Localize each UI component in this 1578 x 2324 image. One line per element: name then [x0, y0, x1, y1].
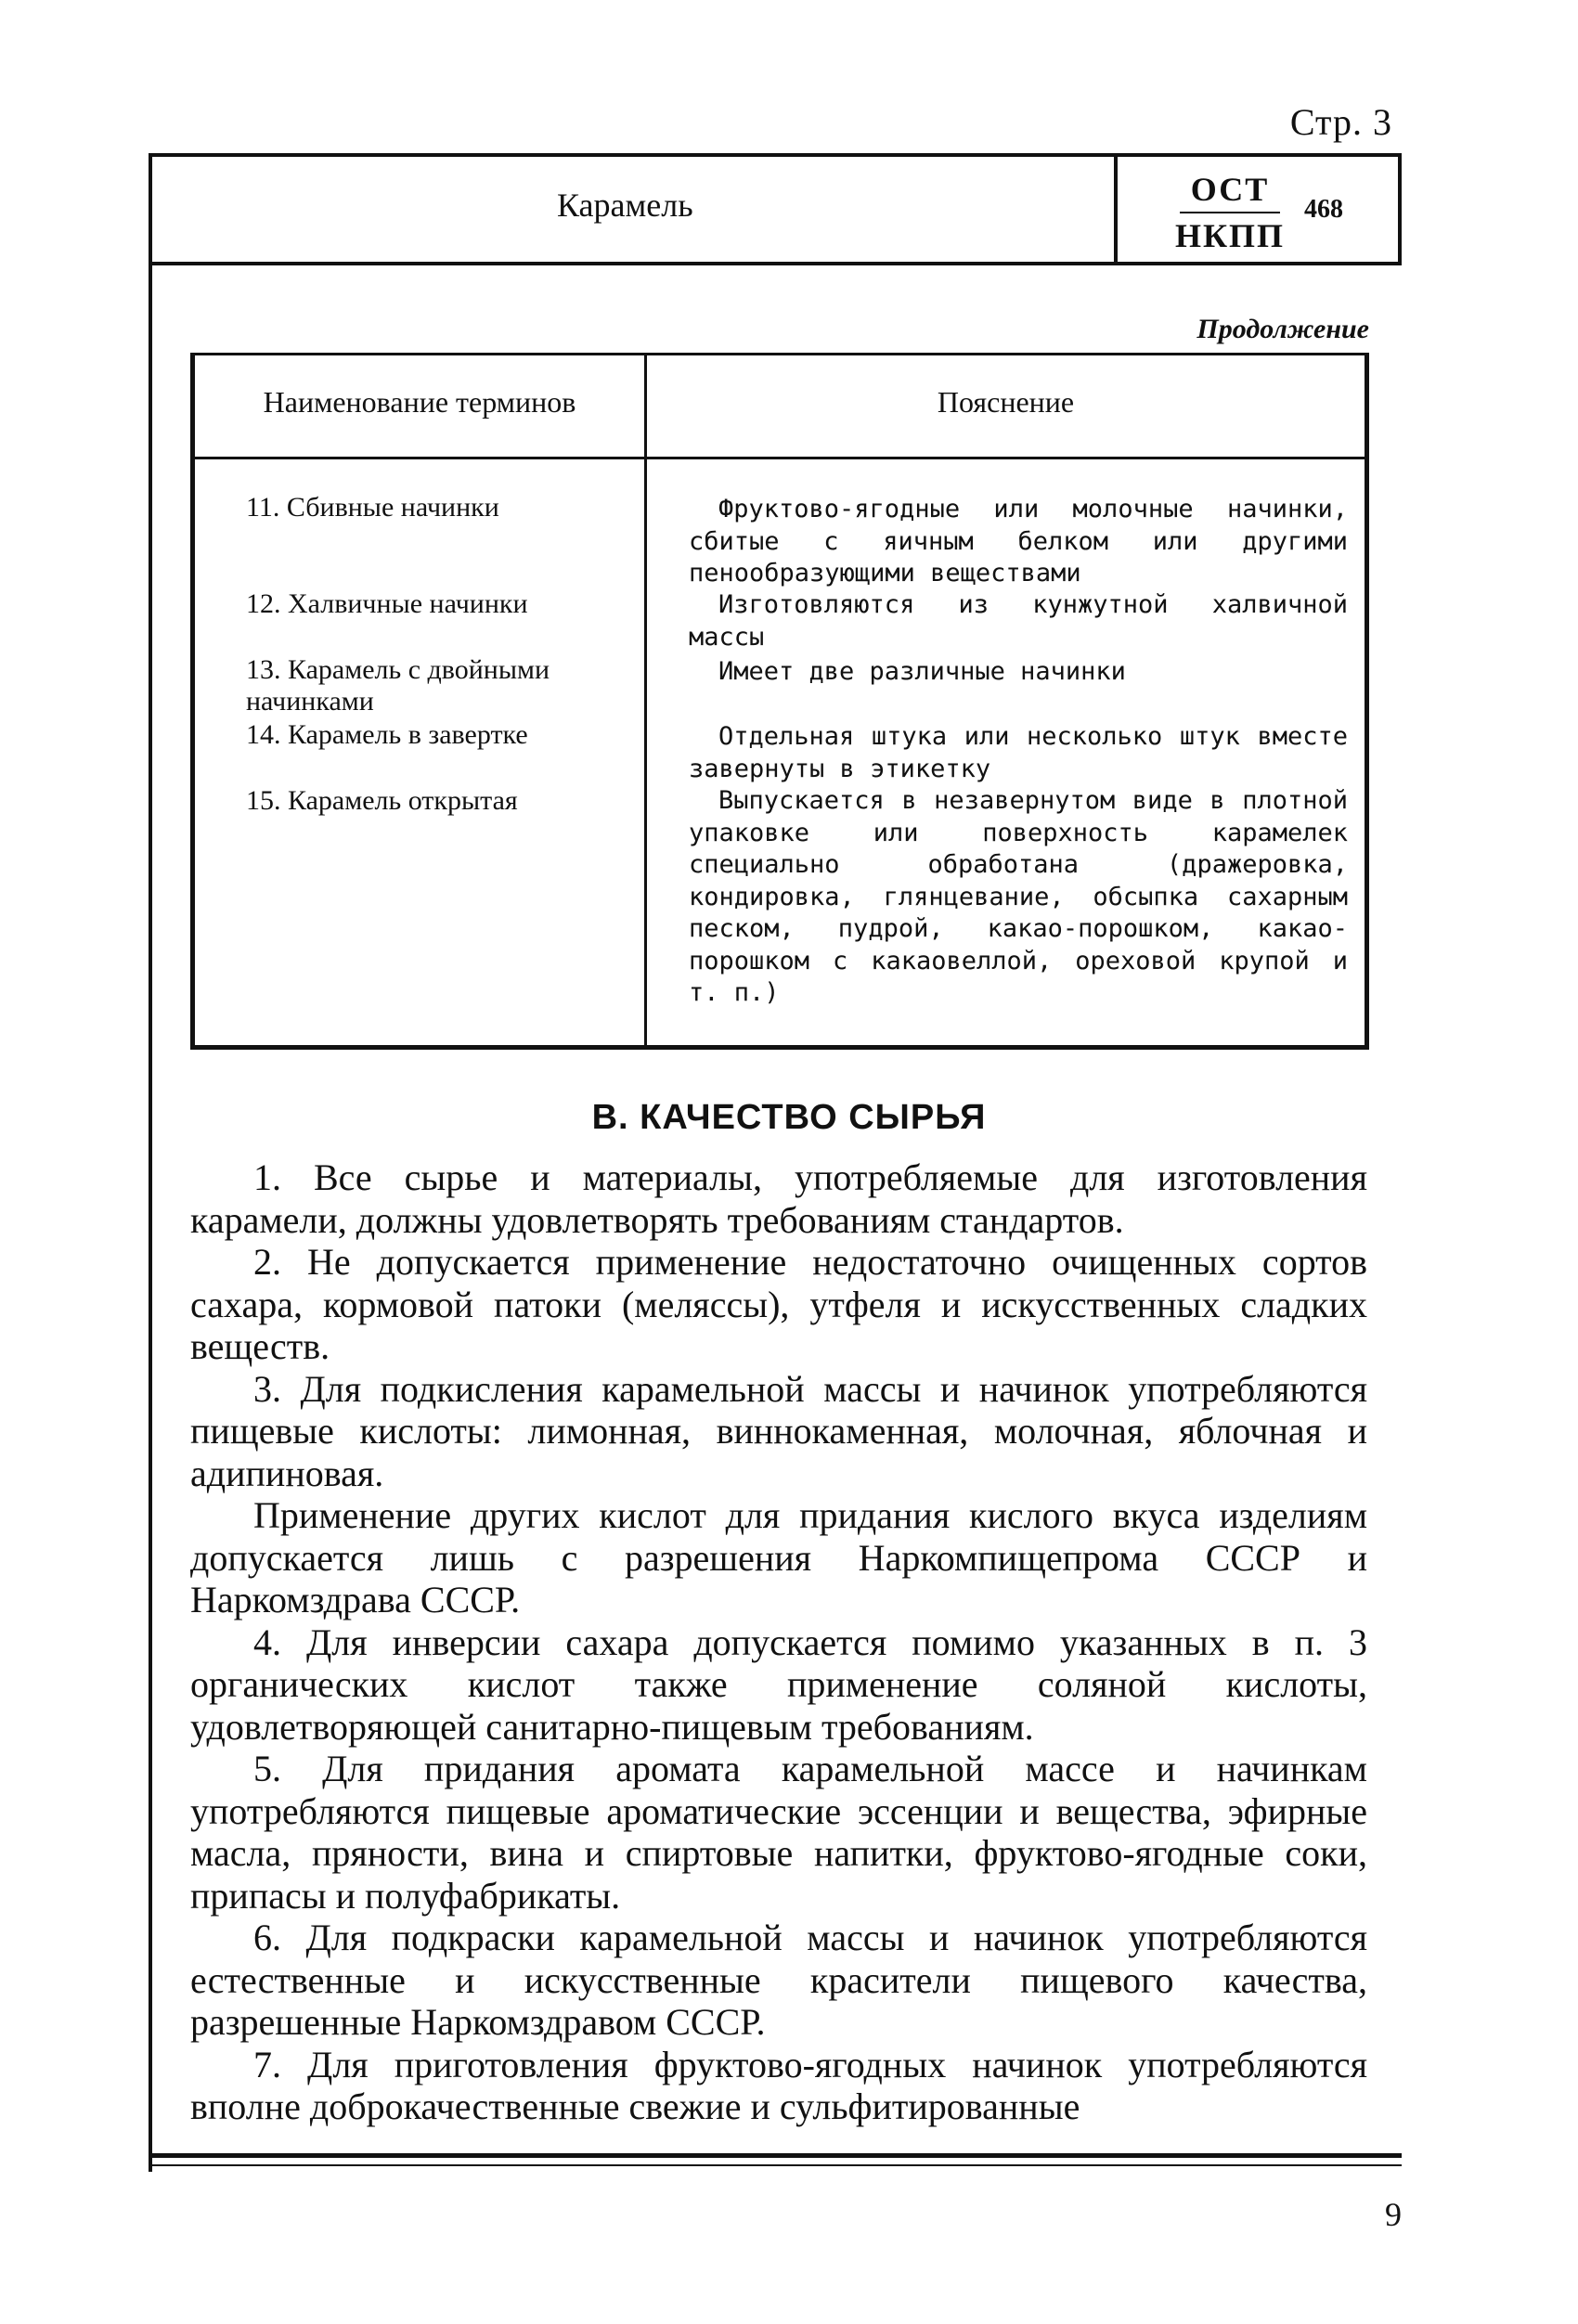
table-header-explanation: Пояснение: [937, 385, 1075, 419]
table-top-rule: [190, 353, 1369, 355]
section-title: В. КАЧЕСТВО СЫРЬЯ: [591, 1098, 987, 1137]
standard-code-top: ОСТ: [1190, 171, 1270, 208]
footer-rule-thin: [149, 2164, 1402, 2166]
table-column-divider: [644, 353, 647, 1047]
page-reference: Стр. 3: [1289, 101, 1392, 143]
table-row-explanation: Отдельная штука или несколько штук вместе завернуты в этикетку: [689, 722, 1348, 783]
page-left-border: [149, 153, 152, 2172]
header-top-rule: [149, 153, 1402, 157]
table-bottom-rule: [190, 1045, 1369, 1050]
table-row-term: 15. Карамель открытая: [246, 785, 518, 816]
section-body: [190, 1156, 1367, 2128]
table-header-terms: Наименование терминов: [263, 385, 576, 419]
table-row-explanation: Изготовляются из кунжутной халвичной массы: [689, 590, 1348, 652]
table-row-term: 13. Карамель с двойными начинками: [246, 654, 550, 717]
paragraph: 1. Все сырье и материалы, употребляемые для изготовления карамели, должны удовлетворять требованиям стандартов.: [190, 1156, 1367, 1241]
table-row-explanation: Фруктово-ягодные или молочные начинки, сбитые с яичным белком или другими пенообразующими веществами: [689, 495, 1348, 587]
table-row-term: 11. Сбивные начинки: [246, 492, 499, 523]
paragraph: 5. Для придания аромата карамельной массе и начинкам употребляются пищевые ароматические эссенции и вещества, эфирные масла, пряности, вина и спиртовые напитки, фруктово-ягодные соки, припасы и полуфабрикаты.: [190, 1748, 1367, 1917]
table-row-explanation: Имеет две различные начинки: [718, 657, 1126, 686]
paragraph: 4. Для инверсии сахара допускается помимо указанных в п. 3 органических кислот также применение соляной кислоты, удовлетворяющей санитарно-пищевым требованиям.: [190, 1620, 1367, 1748]
header-bottom-rule: [149, 262, 1402, 265]
header-right-rule: [1398, 153, 1402, 265]
paragraph: 7. Для приготовления фруктово-ягодных начинок употребляются вполне доброкачественные свежие и сульфитированные: [190, 2043, 1367, 2127]
table-row-explanation: Выпускается в незавернутом виде в плотной упаковке или поверхность карамелек специально обработана (дражеровка, кондировка, глянцевание, обсыпка сахарным песком, пудрой, какао-порошком, какао-порошком с какаовеллой, ореховой крупой и т. п.): [689, 786, 1348, 1007]
table-header-rule: [190, 457, 1369, 459]
table-right-rule: [1365, 353, 1369, 1047]
page-number: 9: [1385, 2196, 1402, 2233]
document-title: Карамель: [557, 187, 693, 224]
paragraph: 6. Для подкраски карамельной массы и начинок употребляются естественные и искусственные красители пищевого качества, разрешенные Наркомздравом СССР.: [190, 1917, 1367, 2043]
paragraph: 2. Не допускается применение недостаточно очищенных сортов сахара, кормовой патоки (меляссы), утфеля и искусственных сладких веществ.: [190, 1241, 1367, 1367]
table-row-term: 12. Халвичные начинки: [246, 588, 528, 619]
table-row-term: 14. Карамель в завертке: [246, 719, 528, 750]
paragraph: Применение других кислот для придания кислого вкуса изделиям допускается лишь с разрешения Наркомпищепрома СССР и Наркомздрава СССР.: [190, 1494, 1367, 1620]
standard-number: 468: [1304, 195, 1343, 224]
footer-rule: [149, 2153, 1402, 2158]
header-divider: [1114, 153, 1118, 265]
continued-label: Продолжение: [1196, 314, 1369, 344]
standard-code-divider: [1180, 212, 1280, 213]
table-left-rule: [190, 353, 195, 1047]
standard-code-bottom: НКПП: [1174, 217, 1286, 254]
paragraph: 3. Для подкисления карамельной массы и начинок употребляются пищевые кислоты: лимонная, виннокаменная, молочная, яблочная и адипиновая.: [190, 1367, 1367, 1494]
standard-code: [1174, 167, 1286, 258]
